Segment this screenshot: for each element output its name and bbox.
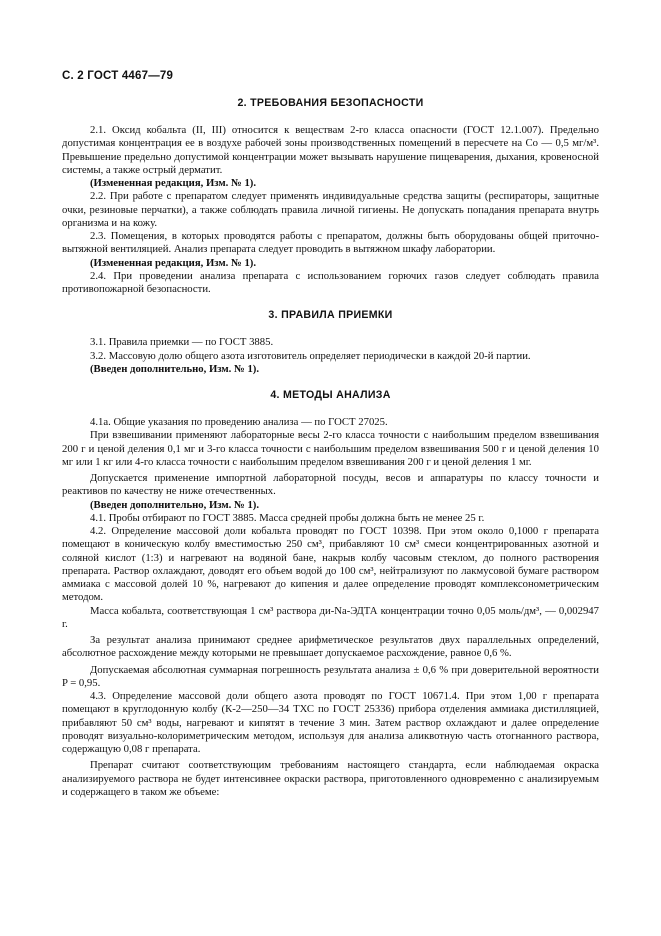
amendment-note: (Введен дополнительно, Изм. № 1). [90, 498, 260, 511]
paragraph-4-3: 4.3. Определение массовой доли общего азота проводят по ГОСТ 10671.4. При этом 1,00 г препарата помещают в круглодонную колбу (К-2—250—34 ТХС по ГОСТ 25336) прибора отделения аммиака дистилляцией, прибавляют 50 см³ воды, нагревают и кипятят в течение 3 мин. Затем раствор охлаждают и далее определение проводят визуально-колориметрическим методом, используя для анализа аликвотную часть отогнанного раствора, содержащую 0,08 г препарата. [62, 690, 599, 755]
paragraph-2-4: 2.4. При проведении анализа препарата с использованием горючих газов следует соблюдать правила противопожарной безопасности. [62, 269, 599, 295]
section-2-title: 2. ТРЕБОВАНИЯ БЕЗОПАСНОСТИ [237, 97, 424, 109]
paragraph-result: За результат анализа принимают среднее арифметическое результатов двух параллельных определений, абсолютное расхождение между которыми не превышает допускаемое расхождение, равное 0,6 %. [62, 634, 599, 660]
document-body [62, 96, 599, 799]
section-4-title: 4. МЕТОДЫ АНАЛИЗА [270, 389, 391, 401]
amendment-note: (Введен дополнительно, Изм. № 1). [90, 362, 260, 375]
paragraph-conformity: Препарат считают соответствующим требованиям настоящего стандарта, если наблюдаемая окраска анализируемого раствора не будет интенсивнее окраски раствора, приготовленного одновременно с анализируемым и содержащего в таком же объеме: [62, 759, 599, 798]
paragraph-3-1: 3.1. Правила приемки — по ГОСТ 3885. [90, 336, 274, 349]
paragraph-imported-equipment: Допускается применение импортной лабораторной посуды, весов и аппаратуры по классу точности и реактивов по качеству не ниже отечественных. [62, 472, 599, 498]
paragraph-cobalt-mass: Масса кобальта, соответствующая 1 см³ раствора ди-Na-ЭДТА концентрации точно 0,05 моль/дм³, — 0,002947 г. [62, 604, 599, 630]
paragraph-2-1: 2.1. Оксид кобальта (II, III) относится к веществам 2-го класса опасности (ГОСТ 12.1.007). Предельно допустимая концентрация ее в воздухе рабочей зоны производственных помещений в пересчете на Co — 0,5 мг/м³. Превышение предельно допустимой концентрации может вызывать нарушение пищеварения, дыхания, кровеносной системы, а также острый дерматит. [62, 124, 599, 176]
amendment-note: (Измененная редакция, Изм. № 1). [90, 256, 257, 269]
page-header: С. 2 ГОСТ 4467—79 [62, 70, 174, 82]
paragraph-error: Допускаемая абсолютная суммарная погрешность результата анализа ± 0,6 % при доверительной вероятности P = 0,95. [62, 663, 599, 689]
paragraph-2-3: 2.3. Помещения, в которых проводятся работы с препаратом, должны быть оборудованы общей приточно-вытяжной вентиляцией. Анализ препарата следует проводить в вытяжном шкафу лаборатории. [62, 230, 599, 256]
section-3-title: 3. ПРАВИЛА ПРИЕМКИ [268, 309, 393, 322]
paragraph-4-1a: 4.1а. Общие указания по проведению анализа — по ГОСТ 27025. [90, 416, 388, 428]
paragraph-2-2: 2.2. При работе с препаратом следует применять индивидуальные средства защиты (респираторы, защитные очки, резиновые перчатки), а также соблюдать правила личной гигиены. Не допускать попадания препарата внутрь организма и на кожу. [62, 190, 599, 229]
amendment-note: (Измененная редакция, Изм. № 1). [90, 177, 257, 189]
paragraph-3-2: 3.2. Массовую долю общего азота изготовитель определяет периодически в каждой 20-й партии. [90, 349, 531, 362]
paragraph-weighing: При взвешивании применяют лабораторные весы 2-го класса точности с наибольшим пределом взвешивания 200 г и ценой деления 0,1 мг и 3-го класса точности с наибольшим пределом взвешивания 500 г и ценой деления 10 мг или 1 кг или 4-го класса точности с наибольшим пределом взвешивания 200 г и ценой деления 1 мг. [62, 429, 599, 468]
paragraph-4-2: 4.2. Определение массовой доли кобальта проводят по ГОСТ 10398. При этом около 0,1000 г препарата помещают в коническую колбу вместимостью 250 см³, прибавляют 10 см³ смеси концентрированных азотной и соляной кислот (1:3) и нагревают на водяной бане, накрыв колбу часовым стеклом, до полного растворения препарата. Раствор охлаждают, доводят его объем водой до 100 см³, нейтрализуют по лакмусовой бумаге раствором аммиака с массовой долей 10 %, нагревают до кипения и далее определение проводят комплексонометрическим методом. [62, 525, 599, 604]
paragraph-4-1: 4.1. Пробы отбирают по ГОСТ 3885. Масса средней пробы должна быть не менее 25 г. [90, 511, 485, 524]
